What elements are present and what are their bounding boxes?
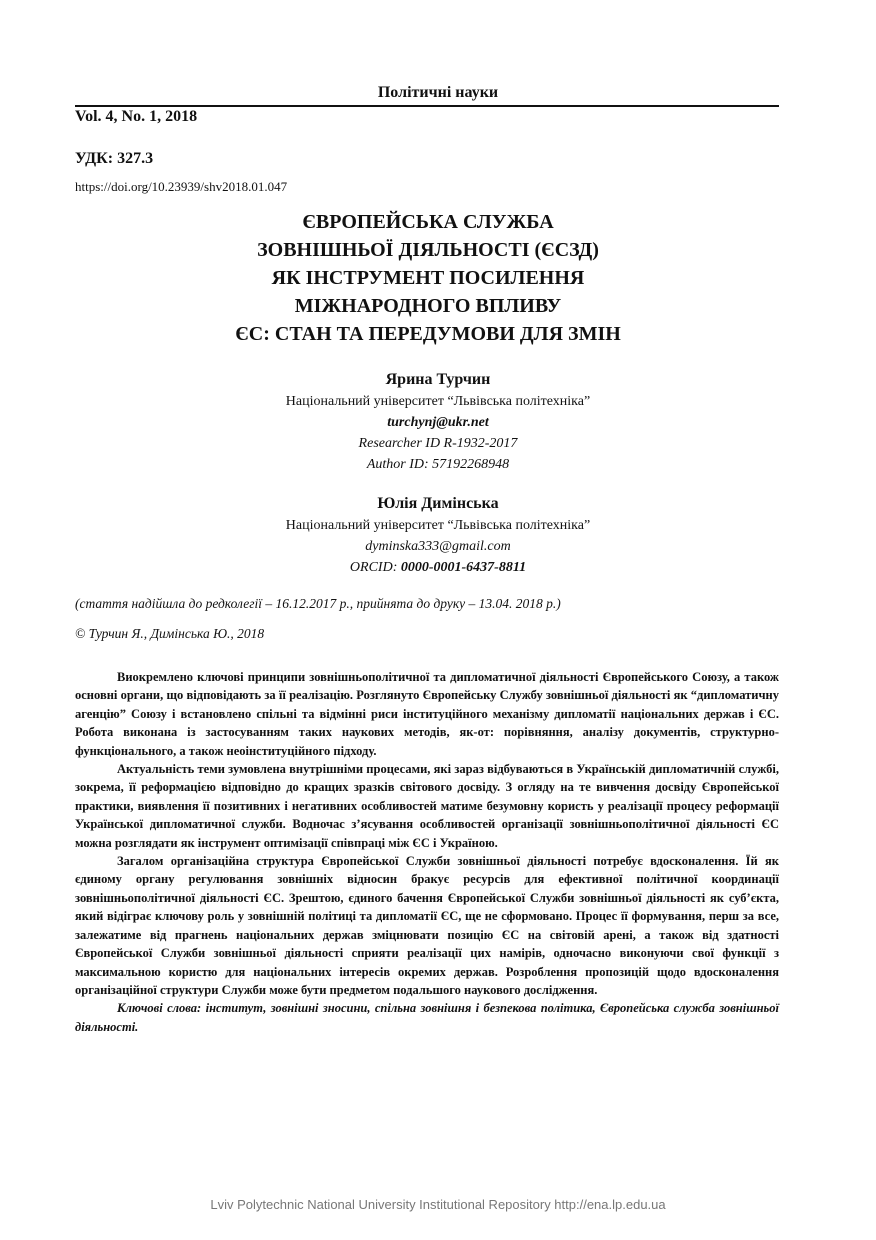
abstract-paragraph: Загалом організаційна структура Європейської Служби зовнішньої діяльності потребує вдосконалення. Їй як єдиному органу регулювання зовнішніх відносин бракує ресурсів для ефективної політичної координації зовнішньополітичної діяльності ЄС. Зрештою, єдиного бачення Європейської Служби зовнішньої діяльності як суб’єкта, який відіграє ключову роль у зовнішній політиці та дипломатії ЄС, ще не сформовано. Процес її формування, перш за все, залежатиме від прагнень національних держав зміцнювати позицію ЄС на світовій арені, а також від здатності Європейської Служби зовнішньої діяльності сприяти реалізації цих намірів, одночасно виконуючи свої функції з максимальною користю для національних інтересів окремих держав. Розроблення пропозицій щодо вдосконалення організаційної структури Служби може бути предметом подальшого наукового дослідження. bbox=[75, 854, 779, 997]
title-line: ЯК ІНСТРУМЕНТ ПОСИЛЕННЯ bbox=[271, 267, 585, 289]
author-affiliation: Національний університет “Львівська політехніка” bbox=[285, 394, 591, 409]
copyright: © Турчин Я., Димінська Ю., 2018 bbox=[75, 626, 265, 641]
header-divider bbox=[75, 105, 779, 107]
journal-section-title: Політичні науки bbox=[377, 84, 499, 101]
author-id: Author ID: 57192268948 bbox=[366, 457, 510, 472]
keywords-text: інститут, зовнішні зносини, спільна зовнішня і безпекова політика, Європейська служба зовнішньої діяльності. bbox=[75, 1001, 779, 1034]
doi-link[interactable]: https://doi.org/10.23939/shv2018.01.047 bbox=[75, 179, 288, 194]
received-dates: (стаття надійшла до редколегії – 16.12.2017 р., прийнята до друку – 13.04. 2018 р.) bbox=[75, 596, 561, 611]
title-line: ЗОВНІШНЬОЇ ДІЯЛЬНОСТІ (ЄСЗД) bbox=[257, 239, 599, 261]
abstract bbox=[75, 668, 779, 1036]
udk-code: УДК: 327.3 bbox=[75, 150, 154, 167]
keywords bbox=[75, 999, 779, 1036]
orcid-label: ORCID: bbox=[349, 560, 401, 575]
volume-info: Vol. 4, No. 1, 2018 bbox=[75, 108, 198, 125]
abstract-paragraph: Актуальність теми зумовлена внутрішніми процесами, які зараз відбуваються в Українській дипломатичній службі, зокрема, її реформацією відповідно до кращих зразків світового досвіду. З огляду на те вивчення досвіду Європейської практики, виявлення її позитивних і негативних особливостей матиме безумовну користь у реалізації процесу реформації Української дипломатичної служби. Водночас з’ясування особливостей організації зовнішньополітичної діяльності ЄС можна розглядати як інструмент оптимізації співпраці між ЄС і Україною. bbox=[75, 762, 779, 850]
title-line: МІЖНАРОДНОГО ВПЛИВУ bbox=[294, 295, 562, 317]
author-affiliation: Національний університет “Львівська політехніка” bbox=[285, 518, 591, 533]
title-line: ЄВРОПЕЙСЬКА СЛУЖБА bbox=[302, 211, 554, 233]
author-block-2 bbox=[0, 493, 876, 578]
author-block-1 bbox=[0, 369, 876, 475]
author-email[interactable]: turchynj@ukr.net bbox=[387, 415, 489, 430]
author-email[interactable]: dyminska333@gmail.com bbox=[365, 539, 511, 554]
orcid-line bbox=[0, 557, 876, 578]
author-name: Юлія Димінська bbox=[377, 495, 499, 512]
repository-footer: Lviv Polytechnic National University Institutional Repository http://ena.lp.edu.ua bbox=[210, 1197, 666, 1212]
author-name: Ярина Турчин bbox=[385, 371, 491, 388]
article-title bbox=[140, 208, 716, 348]
abstract-paragraph: Виокремлено ключові принципи зовнішньополітичної та дипломатичної діяльності Європейського Союзу, а також основні органи, що відповідають за її реалізацію. Розглянуто Європейську Службу зовнішньої діяльності як “дипломатичну агенцію” Союзу і встановлено спільні та відмінні риси інституційного механізму дипломатії національних держав і ЄС. Робота виконана із застосуванням таких наукових методів, як-от: порівняння, аналізу документів, структурно-функціонального, а також неоінституційного підходу. bbox=[75, 670, 779, 758]
keywords-label: Ключові слова: bbox=[117, 1001, 202, 1016]
orcid-value[interactable]: 0000-0001-6437-8811 bbox=[400, 560, 527, 575]
title-line: ЄС: СТАН ТА ПЕРЕДУМОВИ ДЛЯ ЗМІН bbox=[235, 323, 621, 345]
researcher-id: Researcher ID R-1932-2017 bbox=[358, 436, 518, 451]
